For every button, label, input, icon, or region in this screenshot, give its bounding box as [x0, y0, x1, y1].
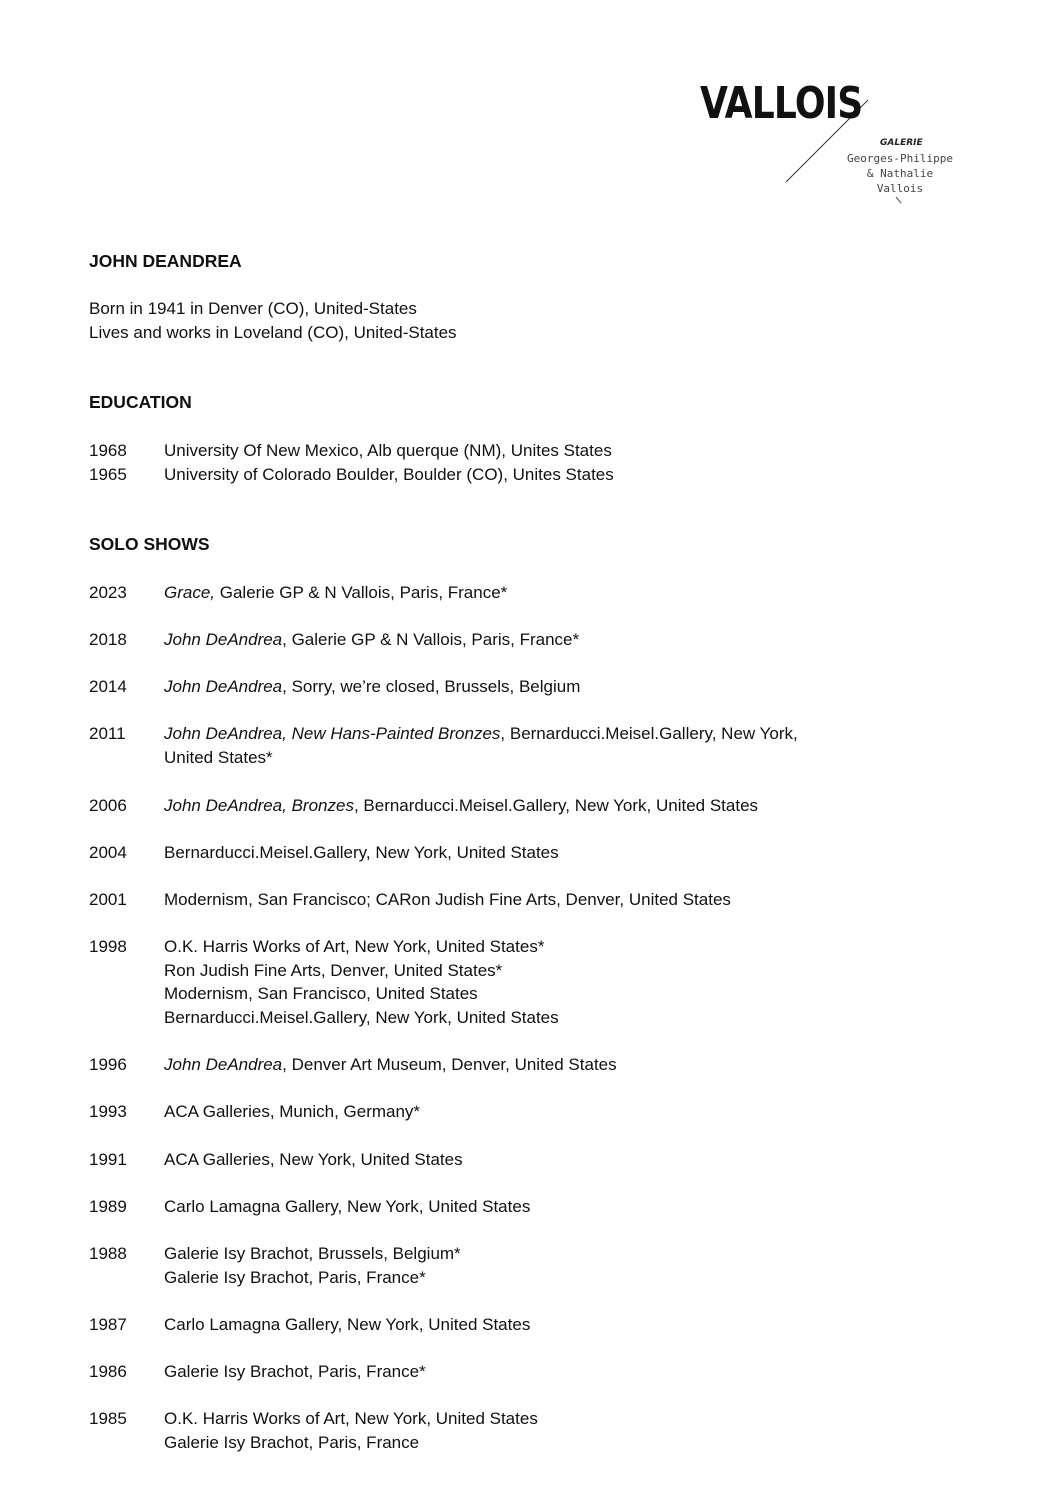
exhibition-title: John DeAndrea, Bronzes: [164, 796, 354, 815]
solo-show-year: 1991: [89, 1150, 127, 1169]
solo-show-year: 2011: [89, 724, 126, 743]
exhibition-title: John DeAndrea: [164, 1055, 283, 1074]
solo-show-details: [164, 888, 864, 912]
solo-show-line: [164, 1407, 864, 1431]
exhibition-venue: Modernism, San Francisco; CARon Judish Fine Arts, Denver, United States: [164, 890, 731, 909]
exhibition-venue: Galerie Isy Brachot, Paris, France*: [164, 1362, 426, 1381]
solo-show-year: 1998: [89, 937, 127, 956]
solo-show-year: 2001: [89, 890, 127, 909]
solo-show-line: [164, 675, 864, 699]
artist-name: JOHN DEANDREA: [89, 251, 242, 271]
solo-show-line: [164, 1100, 864, 1124]
solo-show-line: [164, 1053, 864, 1077]
solo-show-line: [164, 581, 864, 605]
exhibition-venue: O.K. Harris Works of Art, New York, United States*: [164, 937, 545, 956]
exhibition-venue: Bernarducci.Meisel.Gallery, New York, United States: [164, 843, 559, 862]
solo-show-line: [164, 1266, 864, 1290]
solo-show-details: [164, 722, 864, 769]
exhibition-title: John DeAndrea: [164, 677, 283, 696]
solo-show-year: 2014: [89, 677, 127, 696]
solo-show-details: [164, 1360, 864, 1384]
exhibition-venue: , Denver Art Museum, Denver, United States: [282, 1055, 617, 1074]
artist-residence: Lives and works in Loveland (CO), United-States: [89, 323, 457, 342]
artist-birth: Born in 1941 in Denver (CO), United-States: [89, 299, 417, 318]
solo-show-details: [164, 675, 864, 699]
exhibition-venue: , Sorry, we’re closed, Brussels, Belgium: [282, 677, 581, 696]
exhibition-venue: ACA Galleries, New York, United States: [164, 1150, 463, 1169]
solo-show-line: [164, 959, 864, 983]
solo-shows-heading: SOLO SHOWS: [89, 534, 210, 554]
education-text: University Of New Mexico, Alb querque (NM), Unites States: [164, 441, 612, 460]
solo-show-line: [164, 722, 864, 746]
solo-show-details: [164, 1407, 864, 1454]
solo-show-year: 2004: [89, 843, 127, 862]
exhibition-title: John DeAndrea: [164, 630, 283, 649]
solo-show-year: 1989: [89, 1197, 127, 1216]
solo-show-year: 2018: [89, 630, 127, 649]
solo-show-year: 1987: [89, 1315, 127, 1334]
solo-show-line: [164, 794, 864, 818]
solo-show-details: [164, 935, 864, 1029]
gallery-logo: [690, 78, 970, 218]
solo-show-details: [164, 1242, 864, 1289]
solo-show-details: [164, 794, 864, 818]
solo-show-details: [164, 1100, 864, 1124]
exhibition-venue: , Bernarducci.Meisel.Gallery, New York,: [500, 724, 798, 743]
solo-show-year: 1985: [89, 1409, 127, 1428]
solo-show-line: [164, 1431, 864, 1455]
exhibition-venue: Bernarducci.Meisel.Gallery, New York, United States: [164, 1007, 559, 1027]
exhibition-venue: Carlo Lamagna Gallery, New York, United States: [164, 1197, 531, 1216]
solo-show-line: [164, 1195, 864, 1219]
solo-show-details: [164, 1195, 864, 1219]
solo-show-line: [164, 628, 864, 652]
solo-show-details: [164, 628, 864, 652]
solo-show-line: [164, 1006, 864, 1030]
education-year: 1965: [89, 465, 127, 484]
exhibition-venue: , Galerie GP & N Vallois, Paris, France*: [282, 630, 580, 649]
solo-show-line: [164, 1313, 864, 1337]
solo-show-year: 1988: [89, 1244, 127, 1263]
solo-show-line: [164, 935, 864, 959]
solo-show-line: [164, 982, 864, 1006]
exhibition-venue: , Bernarducci.Meisel.Gallery, New York, United States: [353, 796, 759, 815]
solo-show-details: [164, 1313, 864, 1337]
exhibition-venue: O.K. Harris Works of Art, New York, United States: [164, 1409, 538, 1428]
solo-show-year: 2023: [89, 583, 127, 602]
exhibition-title: Grace,: [164, 583, 216, 602]
education-heading: EDUCATION: [89, 392, 192, 412]
solo-show-year: 1986: [89, 1362, 127, 1381]
solo-show-details: [164, 1053, 864, 1077]
logo-wordmark: VALLOIS: [700, 78, 863, 129]
solo-show-year: 1996: [89, 1055, 127, 1074]
education-text: University of Colorado Boulder, Boulder (CO), Unites States: [164, 465, 614, 484]
logo-owner-line: & Nathalie: [866, 167, 934, 180]
solo-show-year: 1993: [89, 1102, 127, 1121]
solo-show-line: [164, 1148, 864, 1172]
solo-show-line: [164, 746, 864, 770]
solo-show-line: [164, 841, 864, 865]
logo-gallery-owners: [840, 151, 960, 196]
solo-show-details: [164, 581, 864, 605]
exhibition-venue: United States*: [164, 747, 273, 767]
exhibition-venue: Carlo Lamagna Gallery, New York, United States: [164, 1315, 531, 1334]
exhibition-venue: Galerie Isy Brachot, Paris, France: [164, 1432, 420, 1452]
solo-show-details: [164, 1148, 864, 1172]
exhibition-venue: Galerie Isy Brachot, Brussels, Belgium*: [164, 1244, 461, 1263]
logo-galerie-label: GALERIE: [880, 138, 923, 148]
solo-show-line: [164, 1360, 864, 1384]
exhibition-venue: ACA Galleries, Munich, Germany*: [164, 1102, 421, 1121]
exhibition-venue: Modernism, San Francisco, United States: [164, 984, 478, 1003]
logo-owner-line: Vallois: [876, 182, 924, 195]
solo-show-line: [164, 888, 864, 912]
solo-show-year: 2006: [89, 796, 127, 815]
logo-owner-line: Georges-Philippe: [847, 152, 953, 165]
solo-show-details: [164, 841, 864, 865]
education-year: 1968: [89, 441, 127, 460]
exhibition-venue: Ron Judish Fine Arts, Denver, United States*: [164, 960, 503, 980]
solo-show-line: [164, 1242, 864, 1266]
exhibition-venue: Galerie Isy Brachot, Paris, France*: [164, 1267, 426, 1287]
exhibition-venue: Galerie GP & N Vallois, Paris, France*: [215, 583, 508, 602]
exhibition-title: John DeAndrea, New Hans-Painted Bronzes: [164, 724, 501, 743]
